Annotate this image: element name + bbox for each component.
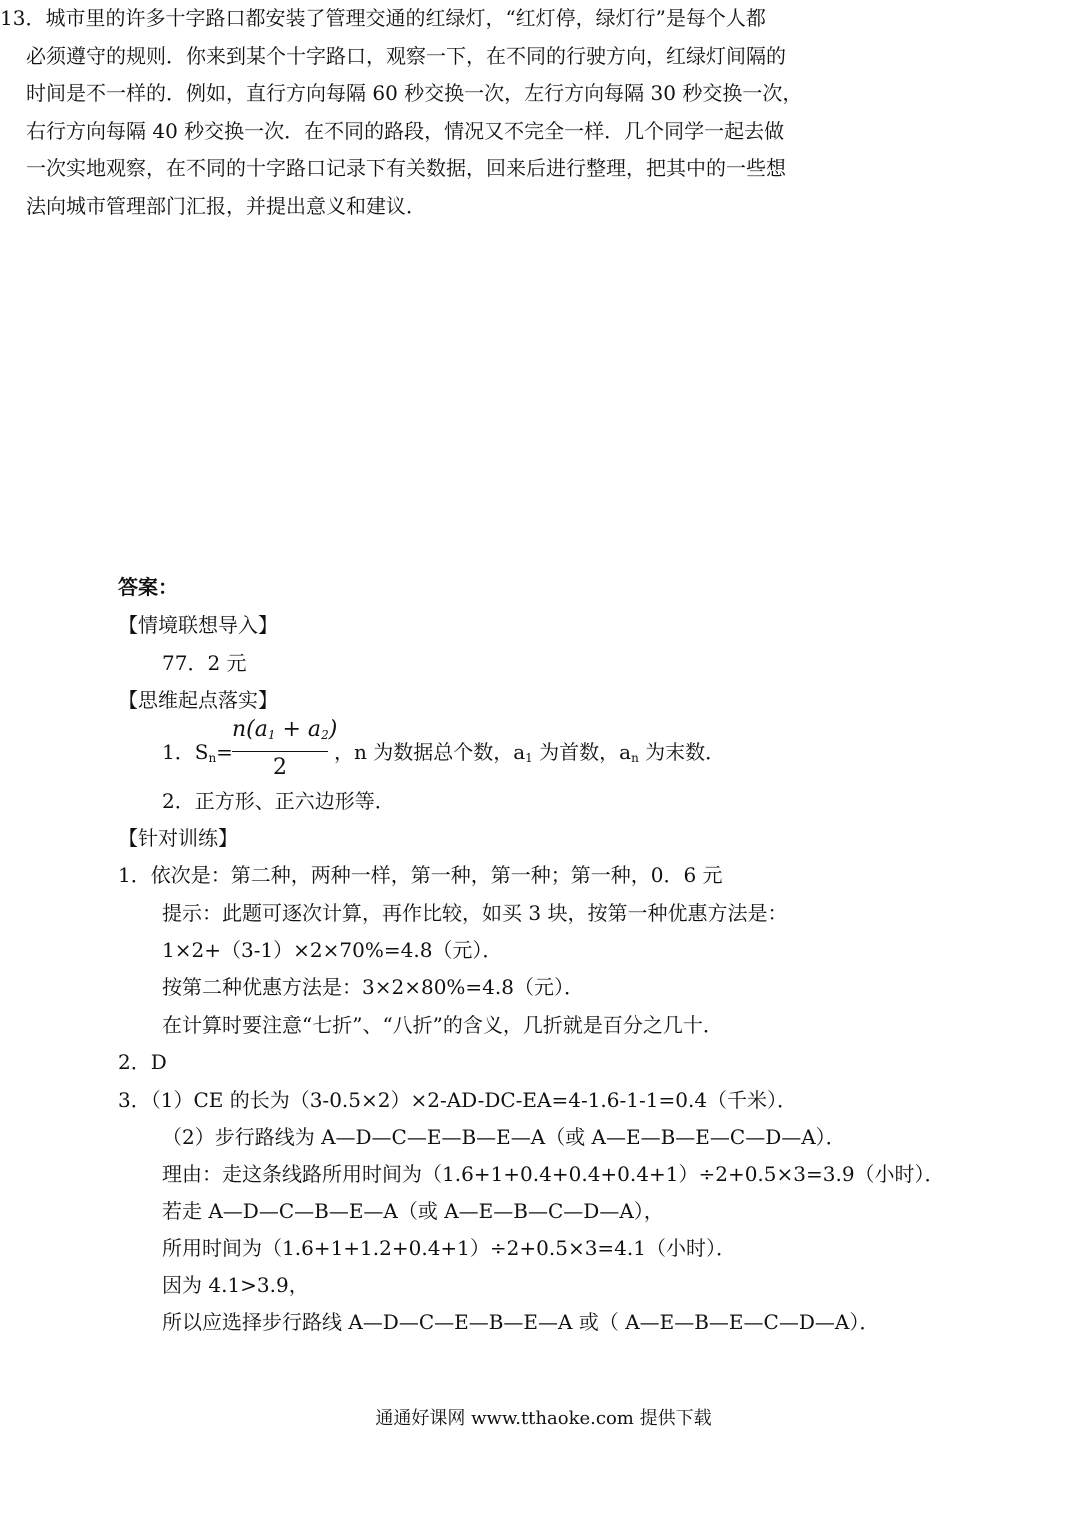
training-3-reason: 理由：走这条线路所用时间为（1.6+1+0.4+0.4+0.4+1）÷2+0.5×3=3.9（小时）．	[162, 1162, 945, 1186]
training-answer-3: 3．（1）CE 的长为（3-0.5×2）×2-AD-DC-EA=4-1.6-1-1=0.4（千米）．	[118, 1088, 798, 1112]
question-13-line: 时间是不一样的．例如，直行方向每隔 60 秒交换一次，左行方向每隔 30 秒交换一次，	[26, 81, 803, 105]
training-answer-1: 1．依次是：第二种，两种一样，第一种，第一种；第一种，0．6 元	[118, 863, 723, 887]
question-13	[0, 0, 852, 225]
formula-explanation: ，n 为数据总个数，$a_1$ 为首数，$a_n$ 为末数．	[334, 740, 726, 765]
question-13-line: 13．城市里的许多十字路口都安装了管理交通的红绿灯，“红灯停，绿灯行”是每个人都	[0, 6, 766, 30]
fraction-numerator: $n(a_1 + a_2)$	[232, 716, 328, 752]
section-title-training: 【针对训练】	[118, 826, 238, 850]
fraction-denominator: 2	[273, 755, 287, 780]
question-13-line: 法向城市管理部门汇报，并提出意义和建议．	[26, 193, 426, 218]
training-3-alternative: 若走 A—D—C—B—E—A（或 A—E—B—C—D—A），	[162, 1199, 664, 1223]
training-3-conclusion: 所以应选择步行路线 A—D—C—E—B—E—A 或（ A—E—B—E—C—D—A）．	[162, 1310, 880, 1334]
training-1-calc-1: 1×2+（3-1）×2×70%=4.8（元）．	[162, 938, 503, 962]
training-answer-2: 2．D	[118, 1050, 167, 1074]
section-title-situation: 【情境联想导入】	[118, 613, 278, 637]
training-3-alternative-time: 所用时间为（1.6+1+1.2+0.4+1）÷2+0.5×3=4.1（小时）．	[162, 1236, 736, 1260]
training-1-calc-2: 按第二种优惠方法是：3×2×80%=4.8（元）．	[162, 975, 584, 999]
thinking-item-2: 2．正方形、正六边形等．	[162, 789, 395, 813]
training-1-hint: 提示：此题可逐次计算，再作比较，如买 3 块，按第一种优惠方法是：	[162, 901, 788, 925]
formula-fraction	[232, 716, 338, 784]
situation-answer: 77．2 元	[162, 651, 247, 675]
training-1-note: 在计算时要注意“七折”、“八折”的含义，几折就是百分之几十．	[162, 1013, 723, 1037]
training-3-because: 因为 4.1>3.9，	[162, 1273, 309, 1297]
answers-heading: 答案：	[118, 575, 178, 599]
question-13-line: 一次实地观察，在不同的十字路口记录下有关数据，回来后进行整理，把其中的一些想	[26, 156, 786, 180]
question-13-line: 必须遵守的规则．你来到某个十字路口，观察一下，在不同的行驶方向，红绿灯间隔的	[26, 43, 786, 68]
question-13-line: 右行方向每隔 40 秒交换一次．在不同的路段，情况又不完全一样．几个同学一起去做	[26, 118, 785, 143]
page-footer: 通通好课网 www.tthaoke.com 提供下载	[375, 1408, 712, 1429]
training-3-part-2: （2）步行路线为 A—D—C—E—B—E—A（或 A—E—B—E—C—D—A）．	[162, 1125, 846, 1149]
section-title-thinking: 【思维起点落实】	[118, 688, 278, 712]
formula-prefix: 1．$S_n=$	[162, 740, 233, 765]
